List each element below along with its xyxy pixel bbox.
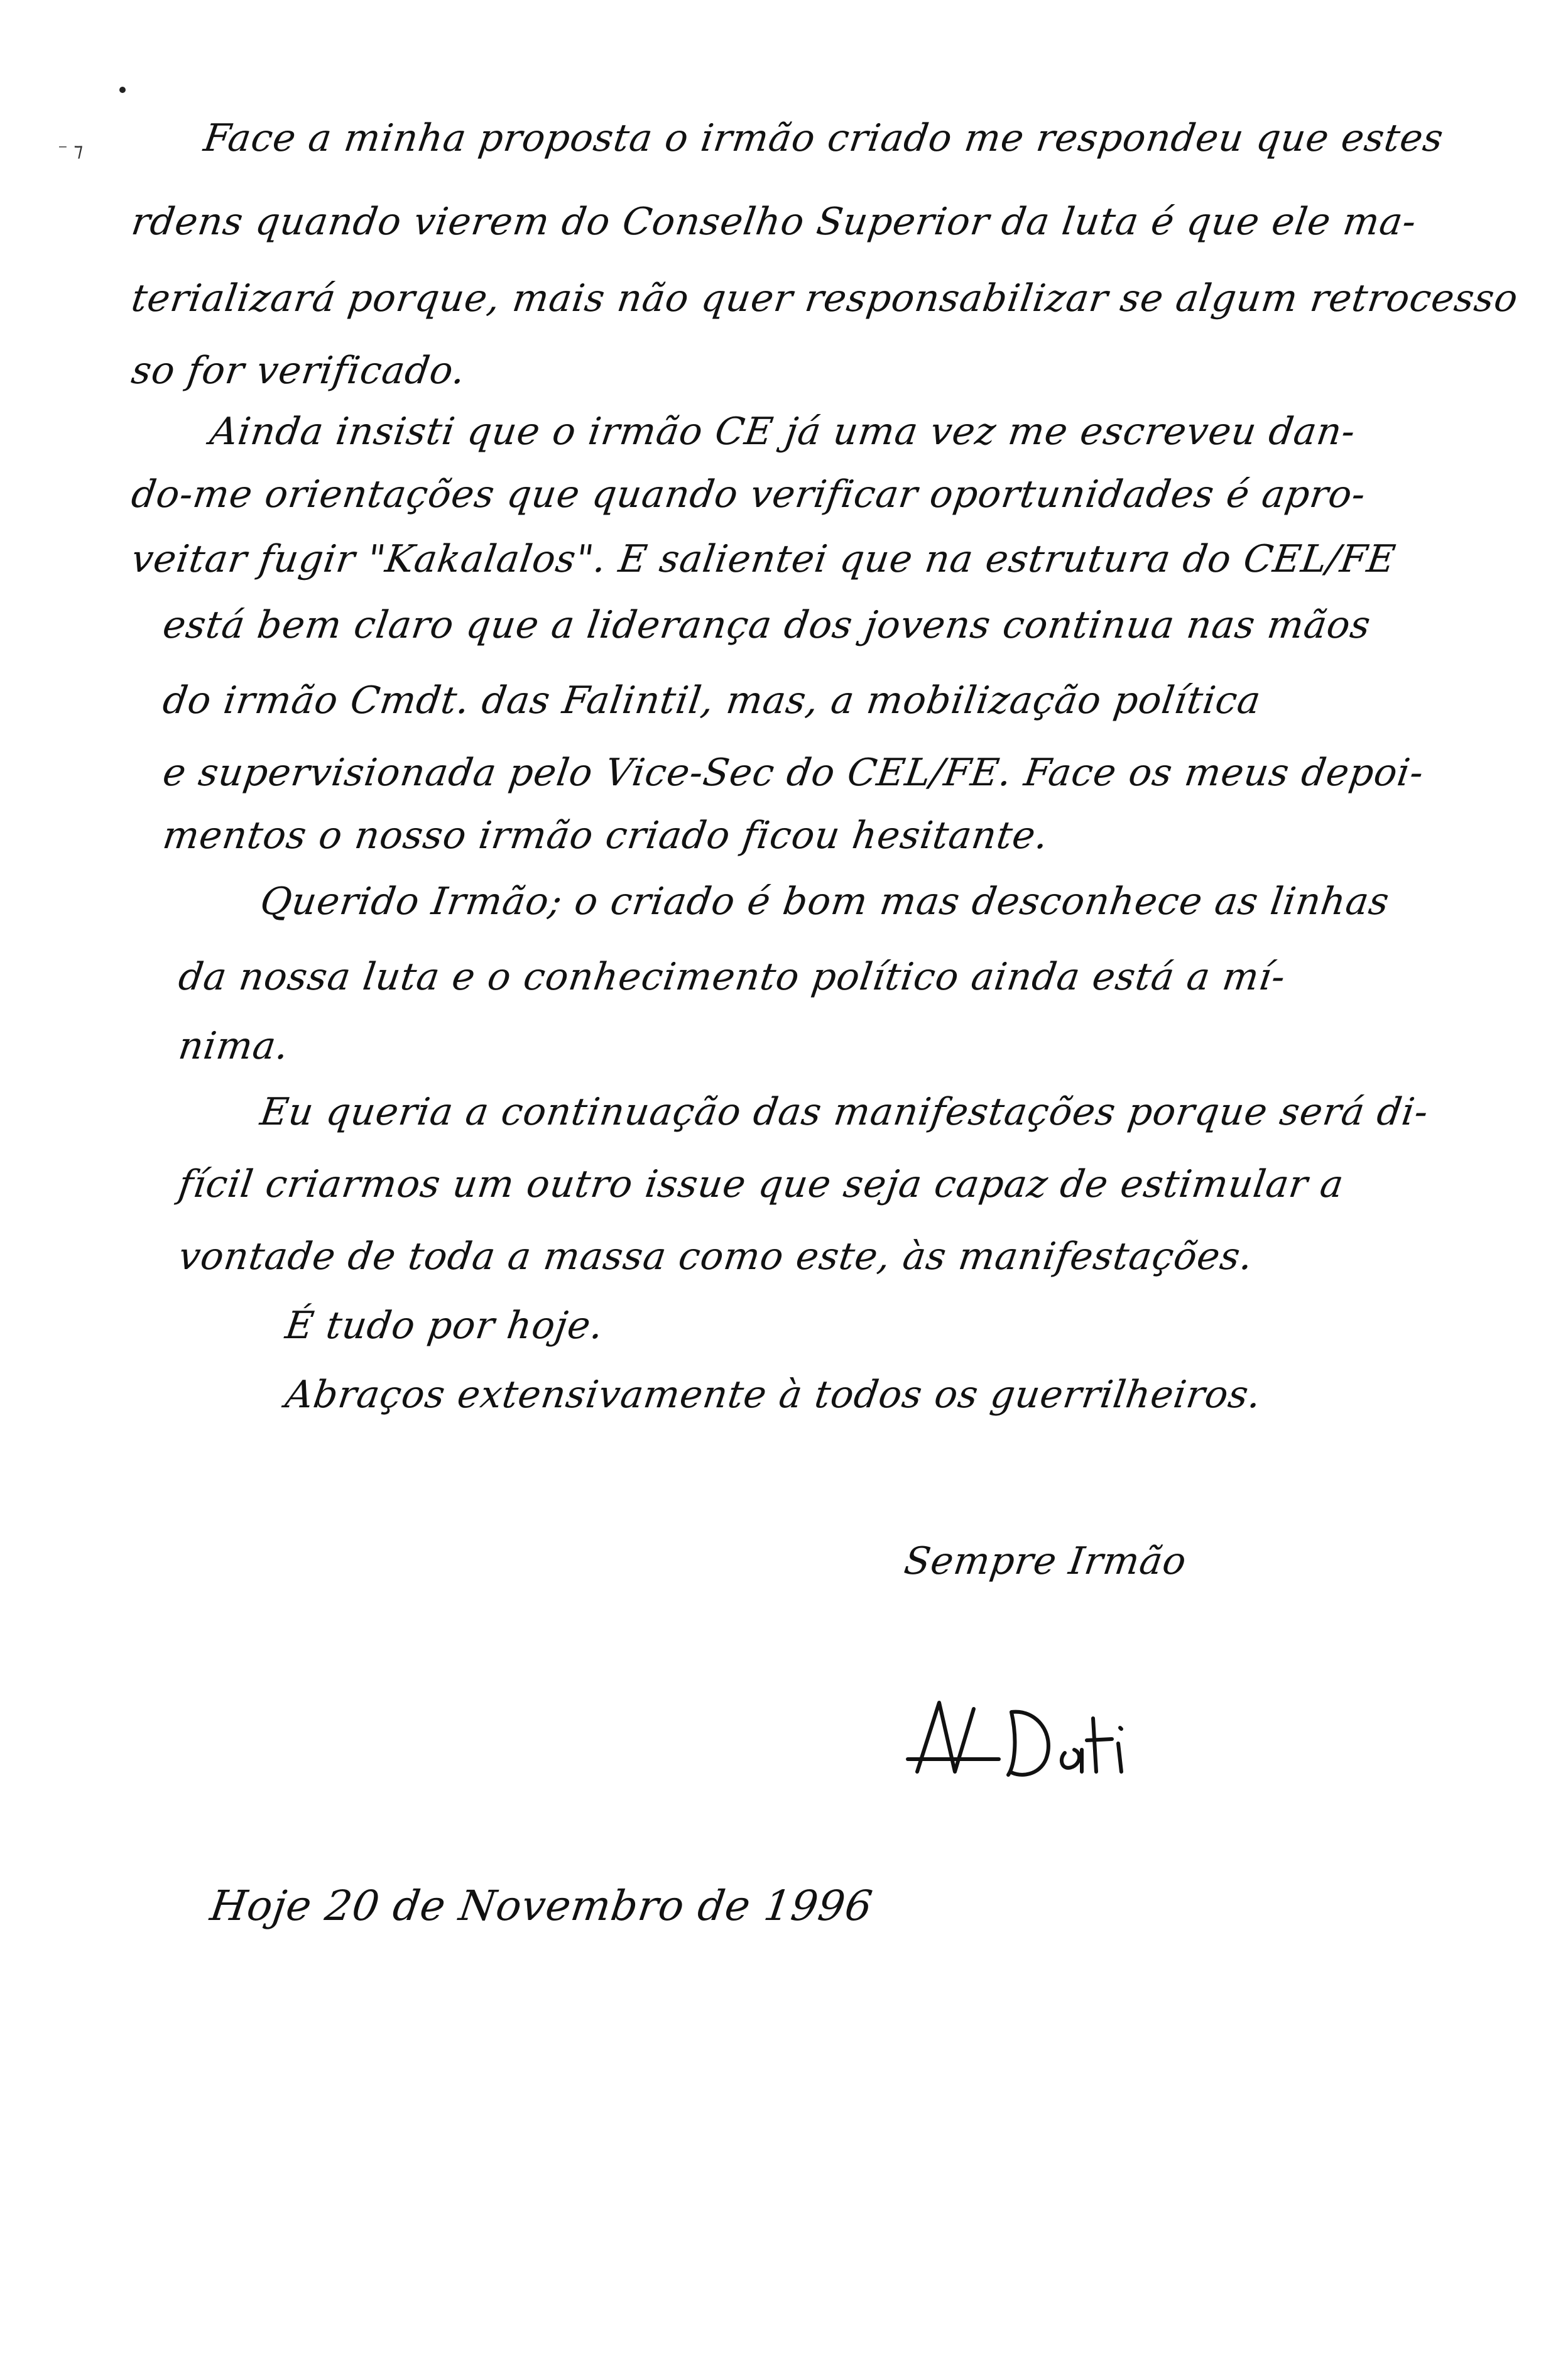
letter-line-13: da nossa luta e o conhecimento político ainda está a mí-: [176, 955, 1288, 999]
signature: [905, 1684, 1156, 1791]
letter-line-3: terializará porque, mais não quer responsabilizar se algum retrocesso: [129, 276, 1522, 320]
letter-line-1: Face a minha proposta o irmão criado me respondeu que estes: [201, 116, 1447, 160]
letter-line-11: mentos o nosso irmão criado ficou hesitante.: [160, 814, 1052, 858]
letter-line-18: É tudo por hoje.: [283, 1304, 607, 1348]
letter-line-7: veitar fugir "Kakalalos". E salientei que na estrutura do CEL/FE: [129, 537, 1399, 581]
margin-mark: ⁻ ⁊: [58, 139, 84, 161]
letter-line-15: Eu queria a continuação das manifestações porque será di-: [258, 1090, 1432, 1134]
letter-line-12: Querido Irmão; o criado é bom mas desconhece as linhas: [258, 880, 1393, 924]
letter-line-9: do irmão Cmdt. das Falintil, mas, a mobilização política: [160, 679, 1264, 723]
letter-line-16: fícil criarmos um outro issue que seja capaz de estimular a: [176, 1162, 1347, 1206]
letter-line-4: so for verificado.: [129, 349, 469, 393]
letter-line-19: Abraços extensivamente à todos os guerrilheiros.: [283, 1373, 1265, 1417]
date-line: Hoje 20 de Novembro de 1996: [207, 1882, 876, 1930]
letter-line-17: vontade de toda a massa como este, às manifestações.: [176, 1235, 1256, 1279]
letter-line-10: e supervisionada pelo Vice-Sec do CEL/FE. Face os meus depoi-: [160, 751, 1427, 795]
letter-line-6: do-me orientações que quando verificar oportunidades é apro-: [129, 472, 1369, 516]
ink-speck: [119, 87, 126, 93]
letter-line-2: rdens quando vierem do Conselho Superior da luta é que ele ma-: [129, 200, 1420, 244]
letter-line-5: Ainda insisti que o irmão CE já uma vez me escreveu dan-: [207, 410, 1359, 454]
letter-line-14: nima.: [176, 1024, 292, 1068]
letter-line-8: está bem claro que a liderança dos jovens continua nas mãos: [160, 603, 1374, 647]
closing-salutation: Sempre Irmão: [901, 1539, 1190, 1583]
